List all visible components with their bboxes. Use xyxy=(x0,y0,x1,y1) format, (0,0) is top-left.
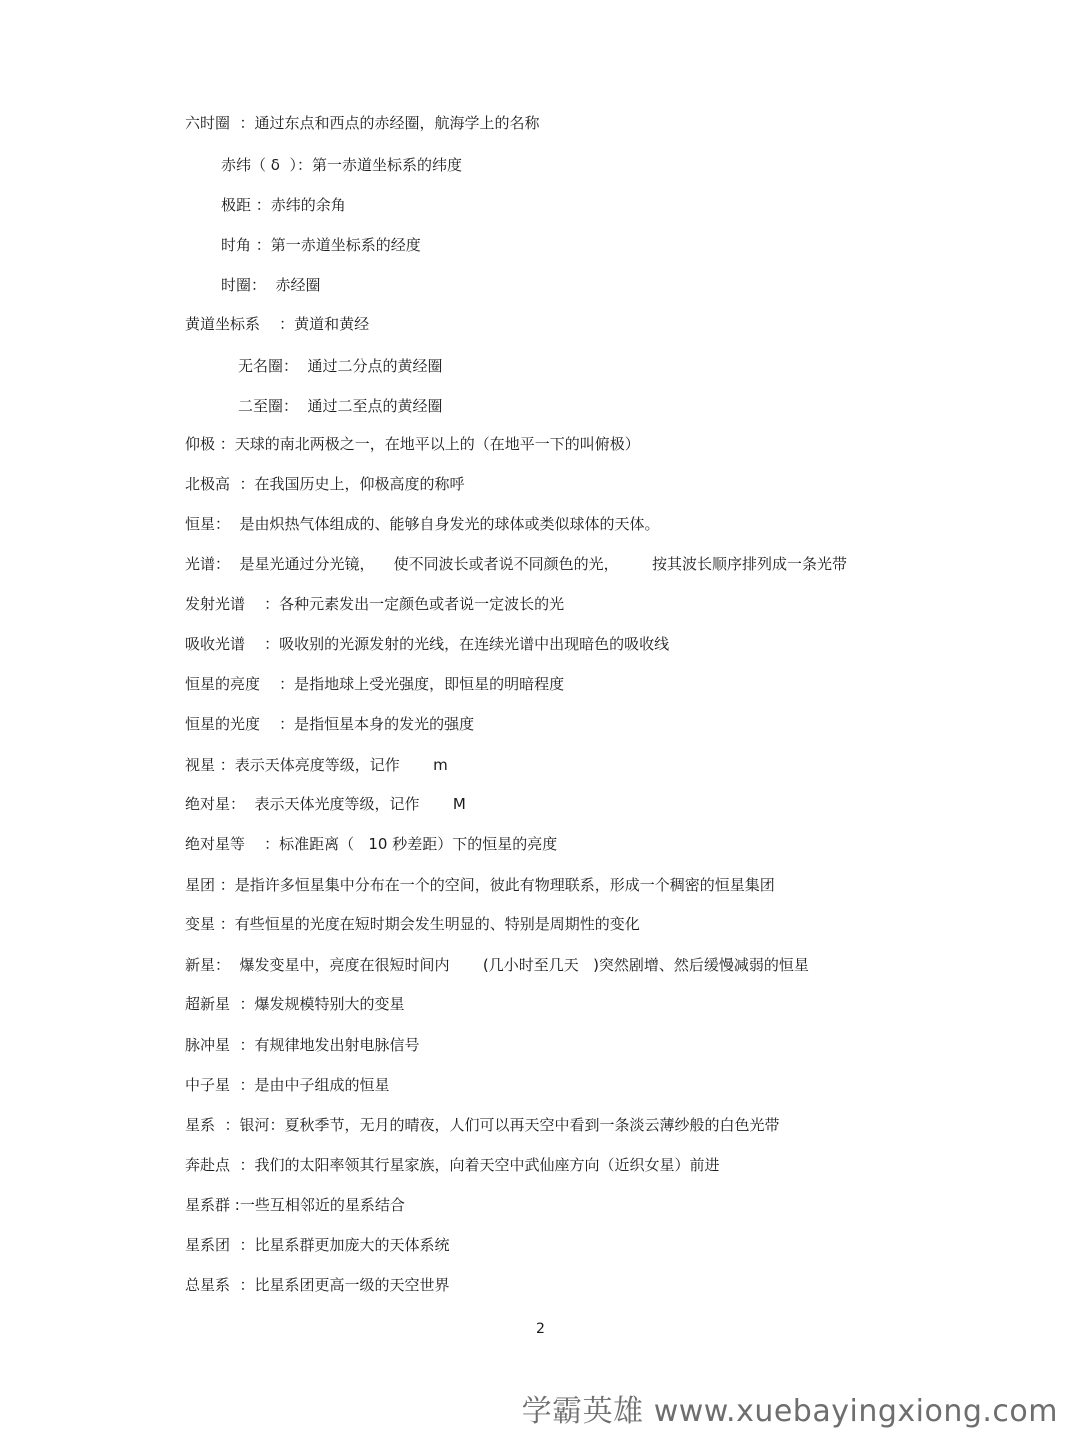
text-line: 奔赴点 ：我们的太阳率领其行星家族，向着天空中武仙座方向（近织女星）前进 xyxy=(185,1156,720,1174)
text-line: 脉冲星 ：有规律地发出射电脉信号 xyxy=(185,1036,420,1054)
text-line: 中子星 ：是由中子组成的恒星 xyxy=(185,1076,390,1094)
text-line: 总星系 ：比星系团更高一级的天空世界 xyxy=(185,1276,450,1294)
text-line: 时圈： 赤经圈 xyxy=(221,276,321,294)
text-line: 北极高 ：在我国历史上，仰极高度的称呼 xyxy=(185,475,465,493)
text-line: 变星 ：有些恒星的光度在短时期会发生明显的、特别是周期性的变化 xyxy=(185,915,640,933)
text-line: 星系群 :一些互相邻近的星系结合 xyxy=(185,1196,405,1214)
text-line: 仰极 ：天球的南北两极之一，在地平以上的（在地平一下的叫俯极） xyxy=(185,435,640,453)
text-line: 吸收光谱 ：吸收别的光源发射的光线，在连续光谱中出现暗色的吸收线 xyxy=(185,635,670,653)
text-line: 恒星： 是由炽热气体组成的、能够自身发光的球体或类似球体的天体。 xyxy=(185,515,660,533)
page-number: 2 xyxy=(536,1321,545,1337)
text-line: 光谱： 是星光通过分光镜， 使不同波长或者说不同颜色的光， 按其波长顺序排列成一条光带 xyxy=(185,555,847,573)
text-line: 时角 ：第一赤道坐标系的经度 xyxy=(221,236,421,254)
text-line: 超新星 ：爆发规模特别大的变星 xyxy=(185,995,405,1013)
text-line: 二至圈： 通过二至点的黄经圈 xyxy=(238,397,443,415)
text-line: 六时圈 ：通过东点和西点的赤经圈，航海学上的名称 xyxy=(185,114,540,132)
text-line: 发射光谱 ：各种元素发出一定颜色或者说一定波长的光 xyxy=(185,595,565,613)
text-line: 星团 ：是指许多恒星集中分布在一个的空间，彼此有物理联系，形成一个稠密的恒星集团 xyxy=(185,876,775,894)
text-line: 星系团 ：比星系群更加庞大的天体系统 xyxy=(185,1236,450,1254)
text-line: 无名圈： 通过二分点的黄经圈 xyxy=(238,357,443,375)
text-line: 绝对星等 ：标准距离（ 10 秒差距）下的恒星的亮度 xyxy=(185,835,558,853)
text-line: 极距 ：赤纬的余角 xyxy=(221,196,346,214)
text-line: 黄道坐标系 ：黄道和黄经 xyxy=(185,315,370,333)
text-line: 恒星的光度 ：是指恒星本身的发光的强度 xyxy=(185,715,475,733)
text-line: 星系 ：银河：夏秋季节，无月的晴夜，人们可以再天空中看到一条淡云薄纱般的白色光带 xyxy=(185,1116,780,1134)
text-line: 绝对星： 表示天体光度等级，记作 M xyxy=(185,795,466,813)
text-line: 新星： 爆发变星中，亮度在很短时间内 (几小时至几天 )突然剧增、然后缓慢减弱的恒星 xyxy=(185,956,809,974)
text-line: 赤纬（ δ ）：第一赤道坐标系的纬度 xyxy=(221,156,462,174)
watermark: 学霸英雄 www.xuebayingxiong.com xyxy=(521,1394,1058,1429)
text-line: 恒星的亮度 ：是指地球上受光强度，即恒星的明暗程度 xyxy=(185,675,565,693)
text-line: 视星 ：表示天体亮度等级，记作 m xyxy=(185,756,448,774)
